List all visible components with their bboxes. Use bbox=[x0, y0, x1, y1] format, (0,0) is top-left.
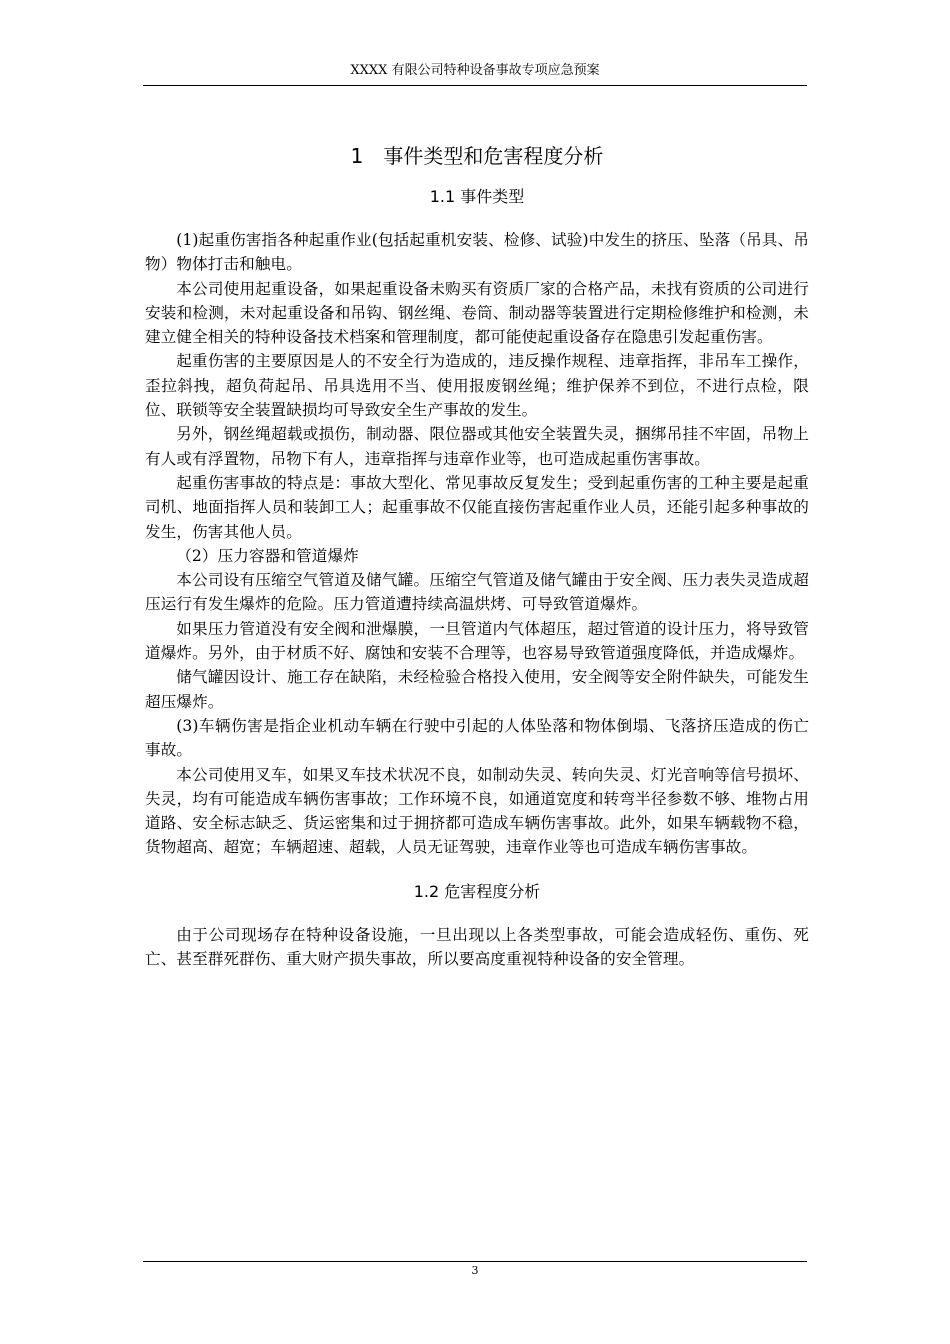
subheading-pressure-vessel: （2）压力容器和管道爆炸 bbox=[176, 546, 359, 565]
paragraph: 起重伤害的主要原因是人的不安全行为造成的，违反操作规程、违章指挥，非吊车工操作，歪拉斜拽，超负荷起吊、吊具选用不当、使用报废钢丝绳；维护保养不到位，不进行点检，限位、联锁等安全装置缺损均可导致安全生产事故的发生。 bbox=[145, 352, 809, 420]
page-number: 3 bbox=[471, 1264, 479, 1277]
footer-divider bbox=[143, 1261, 807, 1262]
paragraph: (1)起重伤害指各种起重作业(包括起重机安装、检修、试验)中发生的挤压、坠落（吊具、吊物）物体打击和触电。 bbox=[145, 231, 809, 274]
section-1-2-title: 1.2 危害程度分析 bbox=[413, 881, 541, 901]
paragraph: 如果压力管道没有安全阀和泄爆膜，一旦管道内气体超压，超过管道的设计压力，将导致管道爆炸。另外，由于材质不好、腐蚀和安装不合理等，也容易导致管道强度降低，并造成爆炸。 bbox=[145, 619, 809, 663]
paragraph: 储气罐因设计、施工存在缺陷，未经检验合格投入使用，安全阀等安全附件缺失，可能发生超压爆炸。 bbox=[145, 668, 809, 711]
paragraph: (3)车辆伤害是指企业机动车辆在行驶中引起的人体坠落和物体倒塌、飞落挤压造成的伤亡事故。 bbox=[145, 716, 809, 760]
paragraph: 起重伤害事故的特点是：事故大型化、常见事故反复发生；受到起重伤害的工种主要是起重司机、地面指挥人员和装卸工人；起重事故不仅能直接伤害起重作业人员，还能引起多种事故的发生，伤害其他人员。 bbox=[145, 473, 809, 541]
section-1-title: 1 事件类型和危害程度分析 bbox=[350, 144, 604, 168]
paragraph: 本公司使用起重设备，如果起重设备未购买有资质厂家的合格产品，未找有资质的公司进行安装和检测，未对起重设备和吊钩、钢丝绳、卷筒、制动器等装置进行定期检修维护和检测，未建立健全相关的特种设备技术档案和管理制度，都可能使起重设备存在隐患引发起重伤害。 bbox=[145, 279, 809, 347]
page-content bbox=[145, 142, 809, 971]
running-header: XXXX 有限公司特种设备事故专项应急预案 bbox=[350, 63, 600, 78]
section-1-1-title: 1.1 事件类型 bbox=[429, 187, 525, 206]
paragraph: 本公司使用叉车，如果叉车技术状况不良，如制动失灵、转向失灵、灯光音响等信号损坏、失灵，均有可能造成车辆伤害事故；工作环境不良，如通道宽度和转弯半径参数不够、堆物占用道路、安全标志缺乏、货运密集和过于拥挤都可造成车辆伤害事故。此外，如果车辆载物不稳，货物超高、超宽；车辆超速、超载，人员无证驾驶，违章作业等也可造成车辆伤害事故。 bbox=[145, 765, 809, 857]
paragraph: 另外，钢丝绳超载或损伤，制动器、限位器或其他安全装置失灵，捆绑吊挂不牢固，吊物上有人或有浮置物，吊物下有人，违章指挥与违章作业等，也可造成起重伤害事故。 bbox=[145, 425, 809, 468]
paragraph: 由于公司现场存在特种设备设施，一旦出现以上各类型事故，可能会造成轻伤、重伤、死亡、甚至群死群伤、重大财产损失事故，所以要高度重视特种设备的安全管理。 bbox=[145, 925, 809, 969]
paragraph: 本公司设有压缩空气管道及储气罐。压缩空气管道及储气罐由于安全阀、压力表失灵造成超压运行有发生爆炸的危险。压力管道遭持续高温烘烤、可导致管道爆炸。 bbox=[145, 571, 809, 614]
header-divider bbox=[143, 85, 807, 86]
